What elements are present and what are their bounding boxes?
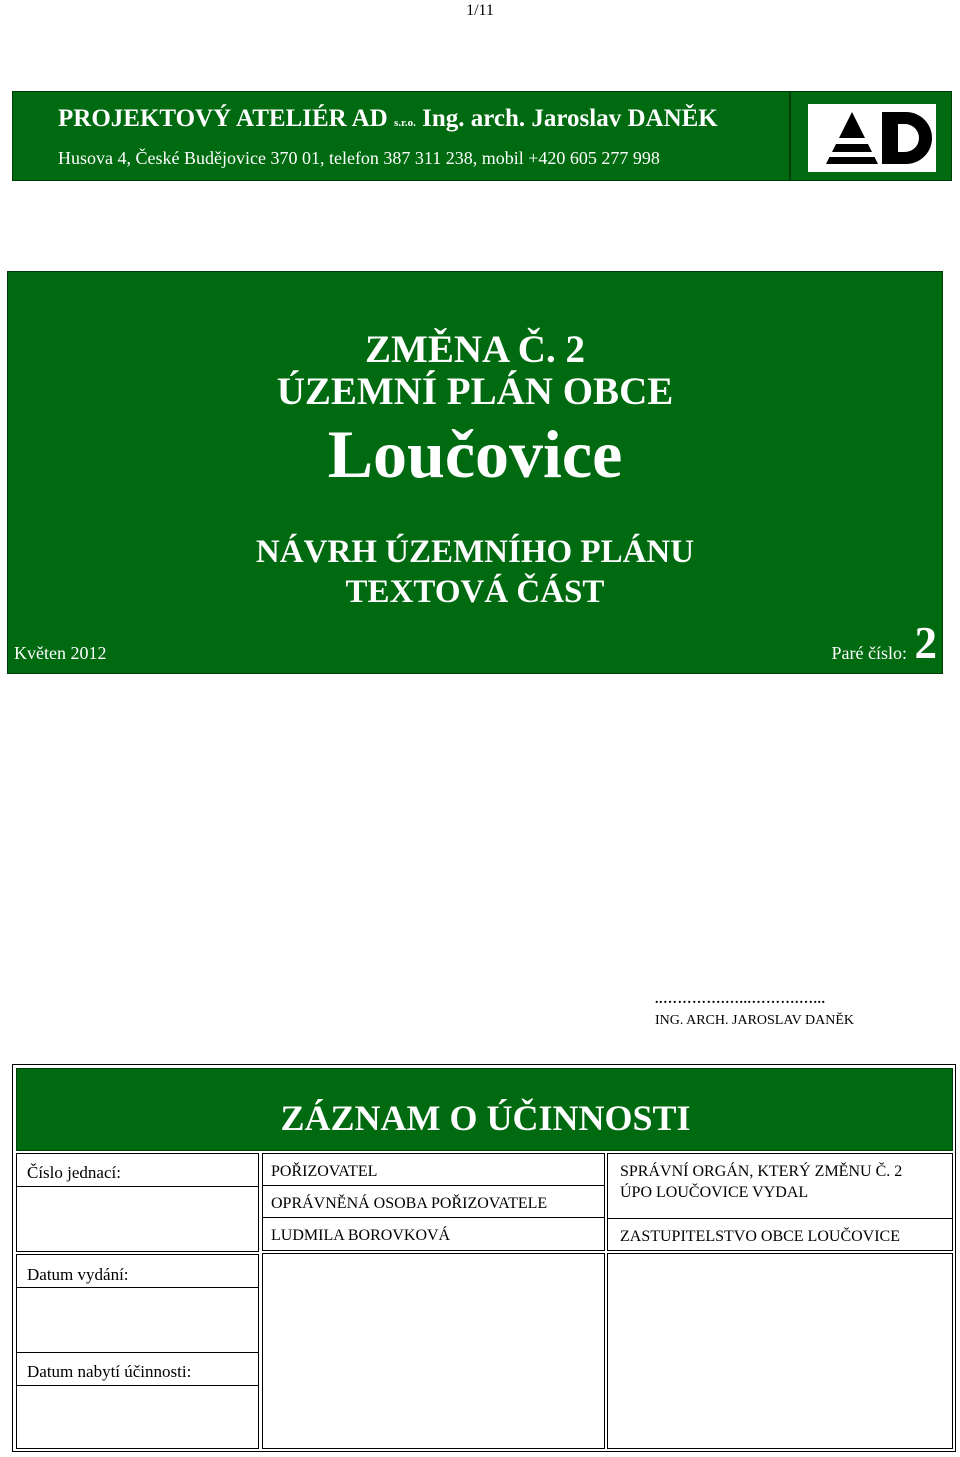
company-address: Husova 4, České Budějovice 370 01, telefon 387 311 238, mobil +420 605 277 998	[58, 148, 660, 168]
authority-name-cell	[607, 1218, 953, 1251]
signatory-name: ING. ARCH. JAROSLAV DANĚK	[655, 1013, 855, 1028]
document-part: TEXTOVÁ ČÁST	[345, 574, 605, 610]
document-date: Květen 2012	[14, 643, 107, 663]
company-name-line	[58, 105, 718, 133]
authority-name: ZASTUPITELSTVO OBCE LOUČOVICE	[620, 1228, 900, 1245]
record-title: ZÁZNAM O ÚČINNOSTI	[280, 1098, 691, 1138]
company-suffix: s.r.o.	[393, 117, 416, 129]
title-block	[7, 271, 943, 674]
authority-signature-cell	[607, 1253, 953, 1449]
header-divider	[789, 92, 791, 180]
change-number: ZMĚNA Č. 2	[365, 328, 585, 371]
authorized-person-label: OPRÁVNĚNÁ OSOBA POŘIZOVATELE	[271, 1195, 548, 1212]
effective-date-label: Datum nabytí účinnosti:	[27, 1362, 192, 1381]
authority-label-line1: SPRÁVNÍ ORGÁN, KTERÝ ZMĚNU Č. 2	[620, 1163, 903, 1180]
proposal-heading: NÁVRH ÚZEMNÍHO PLÁNU	[255, 534, 695, 570]
issue-date-value-cell	[16, 1287, 259, 1353]
page-number: 1/11	[466, 2, 494, 19]
reference-value-cell	[16, 1186, 259, 1252]
company-name: PROJEKTOVÝ ATELIÉR AD	[58, 105, 388, 132]
procurer-signature-cell	[262, 1253, 605, 1449]
ad-logo-icon	[808, 104, 936, 172]
authorized-person-cell	[262, 1185, 605, 1218]
reference-cell	[16, 1153, 259, 1187]
effectiveness-record	[12, 1064, 956, 1452]
procurer-label: POŘIZOVATEL	[271, 1163, 378, 1180]
municipality-name: Loučovice	[327, 416, 623, 492]
issue-date-label: Datum vydání:	[27, 1265, 129, 1284]
effective-date-value-cell	[16, 1385, 259, 1449]
company-header	[12, 91, 952, 181]
company-logo	[808, 104, 936, 172]
authorized-person-name: LUDMILA BOROVKOVÁ	[271, 1227, 451, 1244]
copy-number-label: Paré číslo:	[831, 643, 907, 663]
record-header	[16, 1068, 953, 1151]
signature-line: ..………….…...……….…...	[655, 992, 826, 1007]
reference-label: Číslo jednací:	[27, 1163, 121, 1182]
effective-date-cell	[16, 1352, 259, 1386]
authority-cell	[607, 1153, 953, 1219]
authorized-person-name-cell	[262, 1217, 605, 1251]
plan-type: ÚZEMNÍ PLÁN OBCE	[276, 370, 674, 413]
architect-name: Ing. arch. Jaroslav DANĚK	[422, 105, 718, 132]
copy-number: 2	[914, 618, 937, 668]
procurer-cell	[262, 1153, 605, 1186]
issue-date-cell	[16, 1254, 259, 1288]
authority-label-line2: ÚPO LOUČOVICE VYDAL	[620, 1184, 809, 1201]
